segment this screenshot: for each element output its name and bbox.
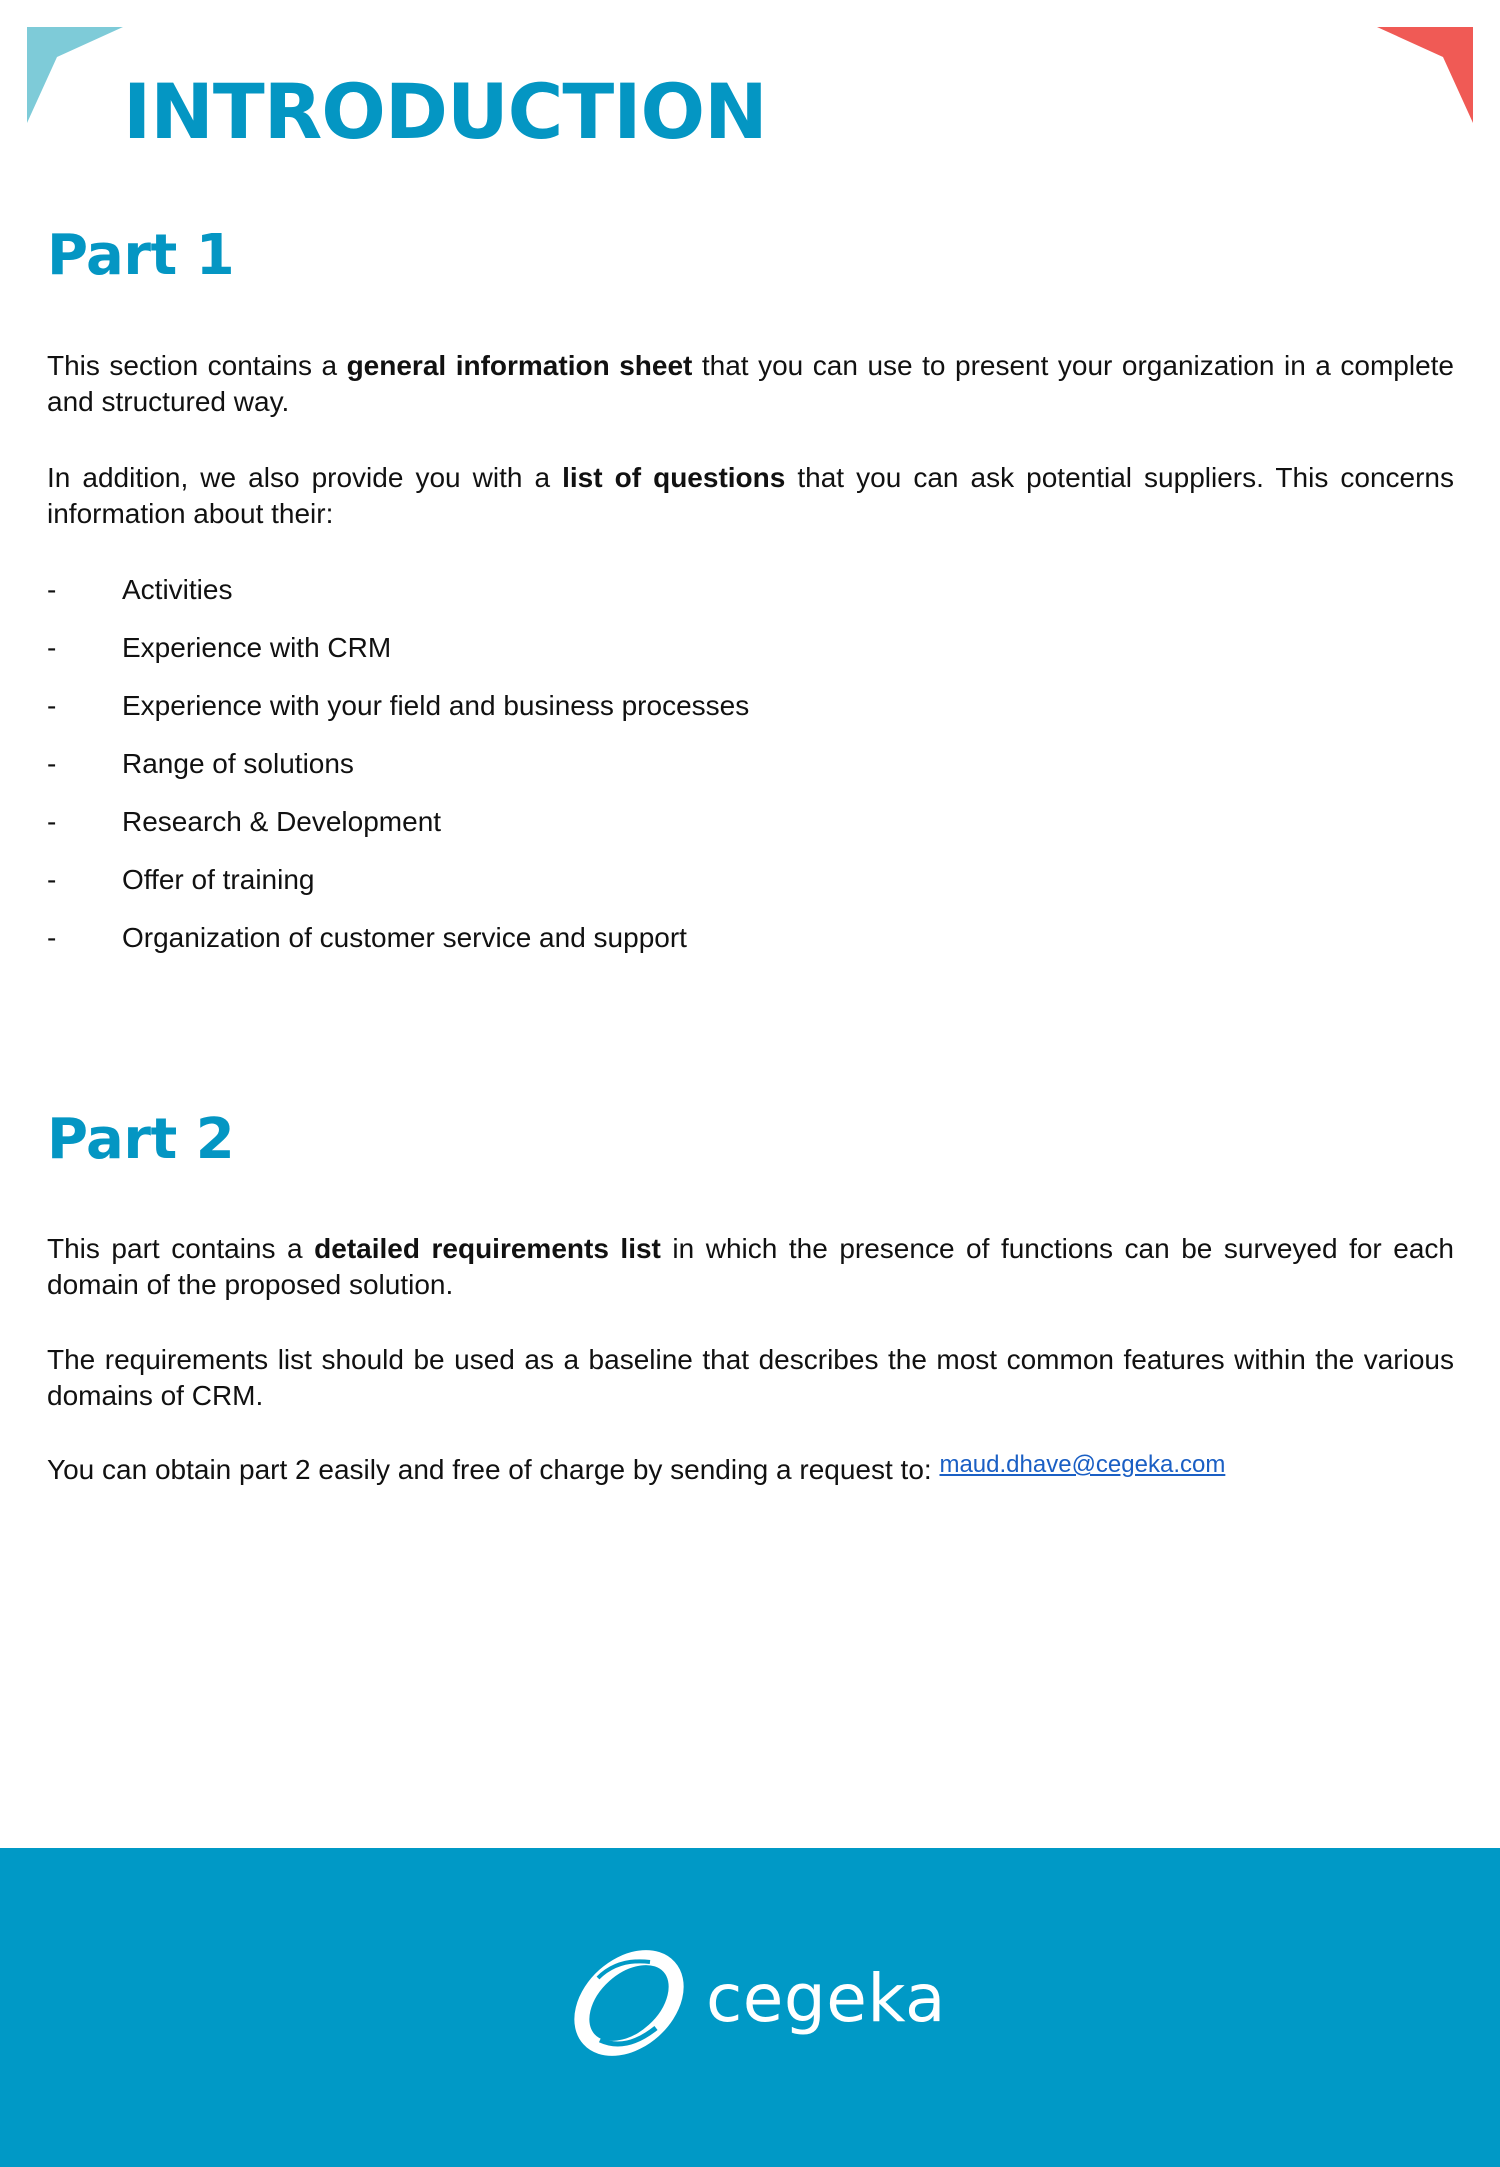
list-dash: - [47, 690, 57, 721]
cegeka-swirl-icon [570, 1948, 688, 2058]
part2-paragraph-2: The requirements list should be used as a baseline that describes the most common features within the various domains of CRM. [47, 1344, 1454, 1411]
part2-paragraph-1: This part contains a detailed requirements list in which the presence of functions can be surveyed for each domain of the proposed solution. [47, 1233, 1454, 1300]
logo-wordmark: cegeka [706, 1960, 946, 2037]
list-item-text: Offer of training [122, 864, 315, 895]
corner-decoration-left [27, 27, 123, 123]
list-item-text: Organization of customer service and support [122, 922, 687, 953]
footer-band [0, 1848, 1500, 2167]
list-item-text: Range of solutions [122, 748, 354, 779]
email-link[interactable]: maud.dhave@cegeka.com [939, 1451, 1226, 1478]
list-item-text: Experience with CRM [122, 632, 392, 663]
cegeka-logo [570, 1948, 946, 2058]
corner-decoration-right [1377, 27, 1473, 123]
part1-paragraph-2: In addition, we also provide you with a list of questions that you can ask potential suppliers. This concerns information about their: [47, 462, 1454, 529]
list-dash: - [47, 632, 57, 663]
list-dash: - [47, 748, 57, 779]
list-item-text: Experience with your field and business processes [122, 690, 750, 721]
page-title: INTRODUCTION [123, 67, 767, 156]
part1-paragraph-1: This section contains a general information sheet that you can use to present your organization in a complete and structured way. [47, 350, 1454, 417]
list-dash: - [47, 864, 57, 895]
part2-paragraph-3: You can obtain part 2 easily and free of charge by sending a request to: maud.dhave@cegeka.com [47, 1451, 1226, 1485]
part1-heading: Part 1 [47, 223, 235, 288]
list-dash: - [47, 922, 57, 953]
list-item-text: Activities [122, 574, 233, 605]
part2-heading: Part 2 [47, 1107, 235, 1172]
list-dash: - [47, 806, 57, 837]
list-item-text: Research & Development [122, 806, 442, 837]
list-dash: - [47, 574, 57, 605]
